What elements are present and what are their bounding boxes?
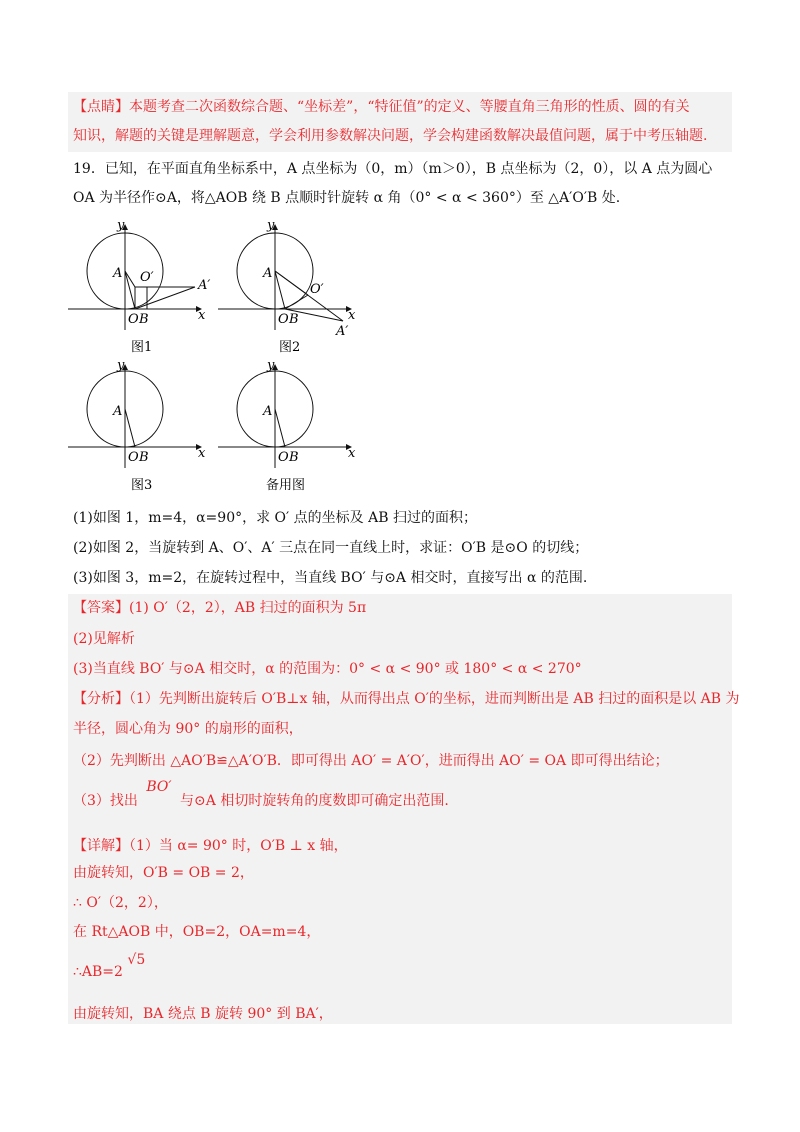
fig1-Op-label: O′ <box>140 270 154 285</box>
answer-line-3: (3)当直线 BO′ 与⊙A 相交时，α 的范围为：0° < α < 90° 或 180° < α < 270° <box>73 661 582 677</box>
detail-line-5-pre: ∴AB=2 <box>73 964 123 980</box>
question-line-1: 19．已知，在平面直角坐标系中，A 点坐标为（0，m）（m＞0），B 点坐标为（2，0），以 A 点为圆心 <box>73 161 713 177</box>
fig4-x-label: x <box>348 446 356 461</box>
fig2-A-label: A <box>263 266 273 281</box>
fig4-B-label: B <box>289 450 299 465</box>
fig3-O-label: O <box>128 450 139 465</box>
fig1-y-label: y <box>117 218 125 233</box>
answer-line-1: 【答案】(1) O′（2，2），AB 扫过的面积为 5π <box>73 600 367 616</box>
detail-line-4: 在 Rt△AOB 中，OB=2，OA=m=4， <box>73 924 321 940</box>
answer-line-2: (2)见解析 <box>73 631 135 647</box>
detail-line-5-rad: √5 <box>127 952 146 968</box>
analysis-line-2: 半径，圆心角为 90° 的扇形的面积， <box>73 721 303 737</box>
fig3-y-label: y <box>117 358 125 373</box>
fig1-B-label: B <box>139 312 149 327</box>
analysis-line-3: （2）先判断出 △AO′B≌△A′O′B．即可得出 AO′ = A′O′，进而得出 AO′ = OA 即可得出结论； <box>73 753 669 769</box>
fig1-A-label: A <box>113 266 123 281</box>
fig2-Ap-label: A′ <box>336 324 349 339</box>
detail-line-1: 【详解】（1）当 α= 90° 时，O′B ⊥ x 轴， <box>73 838 348 854</box>
fig2-B-label: B <box>289 312 299 327</box>
analysis-line-4-frac: BO′ <box>146 779 172 795</box>
fig2-O-label: O <box>278 312 289 327</box>
fig4-A-label: A <box>263 404 273 419</box>
fig3-B-label: B <box>139 450 149 465</box>
figures-block <box>68 215 368 505</box>
question-part-3: (3)如图 3，m=2，在旋转过程中，当直线 BO′ 与⊙A 相交时，直接写出 α 的范围. <box>73 570 588 586</box>
fig4-y-label: y <box>267 358 275 373</box>
question-part-2: (2)如图 2，当旋转到 A、O′、A′ 三点在同一直线上时，求证：O′B 是⊙O 的切线； <box>73 540 589 556</box>
fig1-O-label: O <box>128 312 139 327</box>
fig3-A-label: A <box>113 404 123 419</box>
fig3-x-label: x <box>198 446 206 461</box>
dianjing-line-1: 【点睛】本题考查二次函数综合题、“坐标差”，“特征值”的定义、等腰直角三角形的性质、圆的有关 <box>73 99 690 115</box>
analysis-line-4-rest: 与⊙A 相切时旋转角的度数即可确定出范围. <box>180 793 449 809</box>
detail-line-5 <box>73 952 146 982</box>
analysis-line-1: 【分析】（1）先判断出旋转后 O′B⊥x 轴，从而得出点 O′的坐标，进而判断出是 AB 扫过的面积是以 AB 为 <box>73 691 740 707</box>
dianjing-line-2: 知识，解题的关键是理解题意，学会利用参数解决问题，学会构建函数解决最值问题，属于中考压轴题. <box>73 128 708 144</box>
analysis-line-4 <box>73 779 449 811</box>
fig4-caption: 备用图 <box>266 478 306 493</box>
question-part-1: (1)如图 1，m=4，α=90°，求 O′ 点的坐标及 AB 扫过的面积； <box>73 510 477 526</box>
detail-line-2: 由旋转知，O′B = OB = 2， <box>73 865 254 881</box>
fig2-Op-label: O′ <box>310 282 324 297</box>
fig1-Ap-label: A′ <box>198 278 211 293</box>
fig2-y-label: y <box>267 218 275 233</box>
analysis-line-4-word: （3）找出 <box>73 793 138 809</box>
detail-line-3: ∴ O′（2，2）， <box>73 895 168 911</box>
detail-line-6: 由旋转知，BA 绕点 B 旋转 90° 到 BA′， <box>73 1006 333 1022</box>
figures-svg <box>68 215 368 505</box>
fig2-caption: 图2 <box>279 340 301 355</box>
question-line-2: OA 为半径作⊙A，将△AOB 绕 B 点顺时针旋转 α 角（0° < α < 360°）至 △A′O′B 处. <box>73 190 621 206</box>
fig2-x-label: x <box>348 308 356 323</box>
fig3-caption: 图3 <box>131 478 153 493</box>
fig1-x-label: x <box>198 308 206 323</box>
fig4-O-label: O <box>278 450 289 465</box>
fig1-caption: 图1 <box>131 340 153 355</box>
